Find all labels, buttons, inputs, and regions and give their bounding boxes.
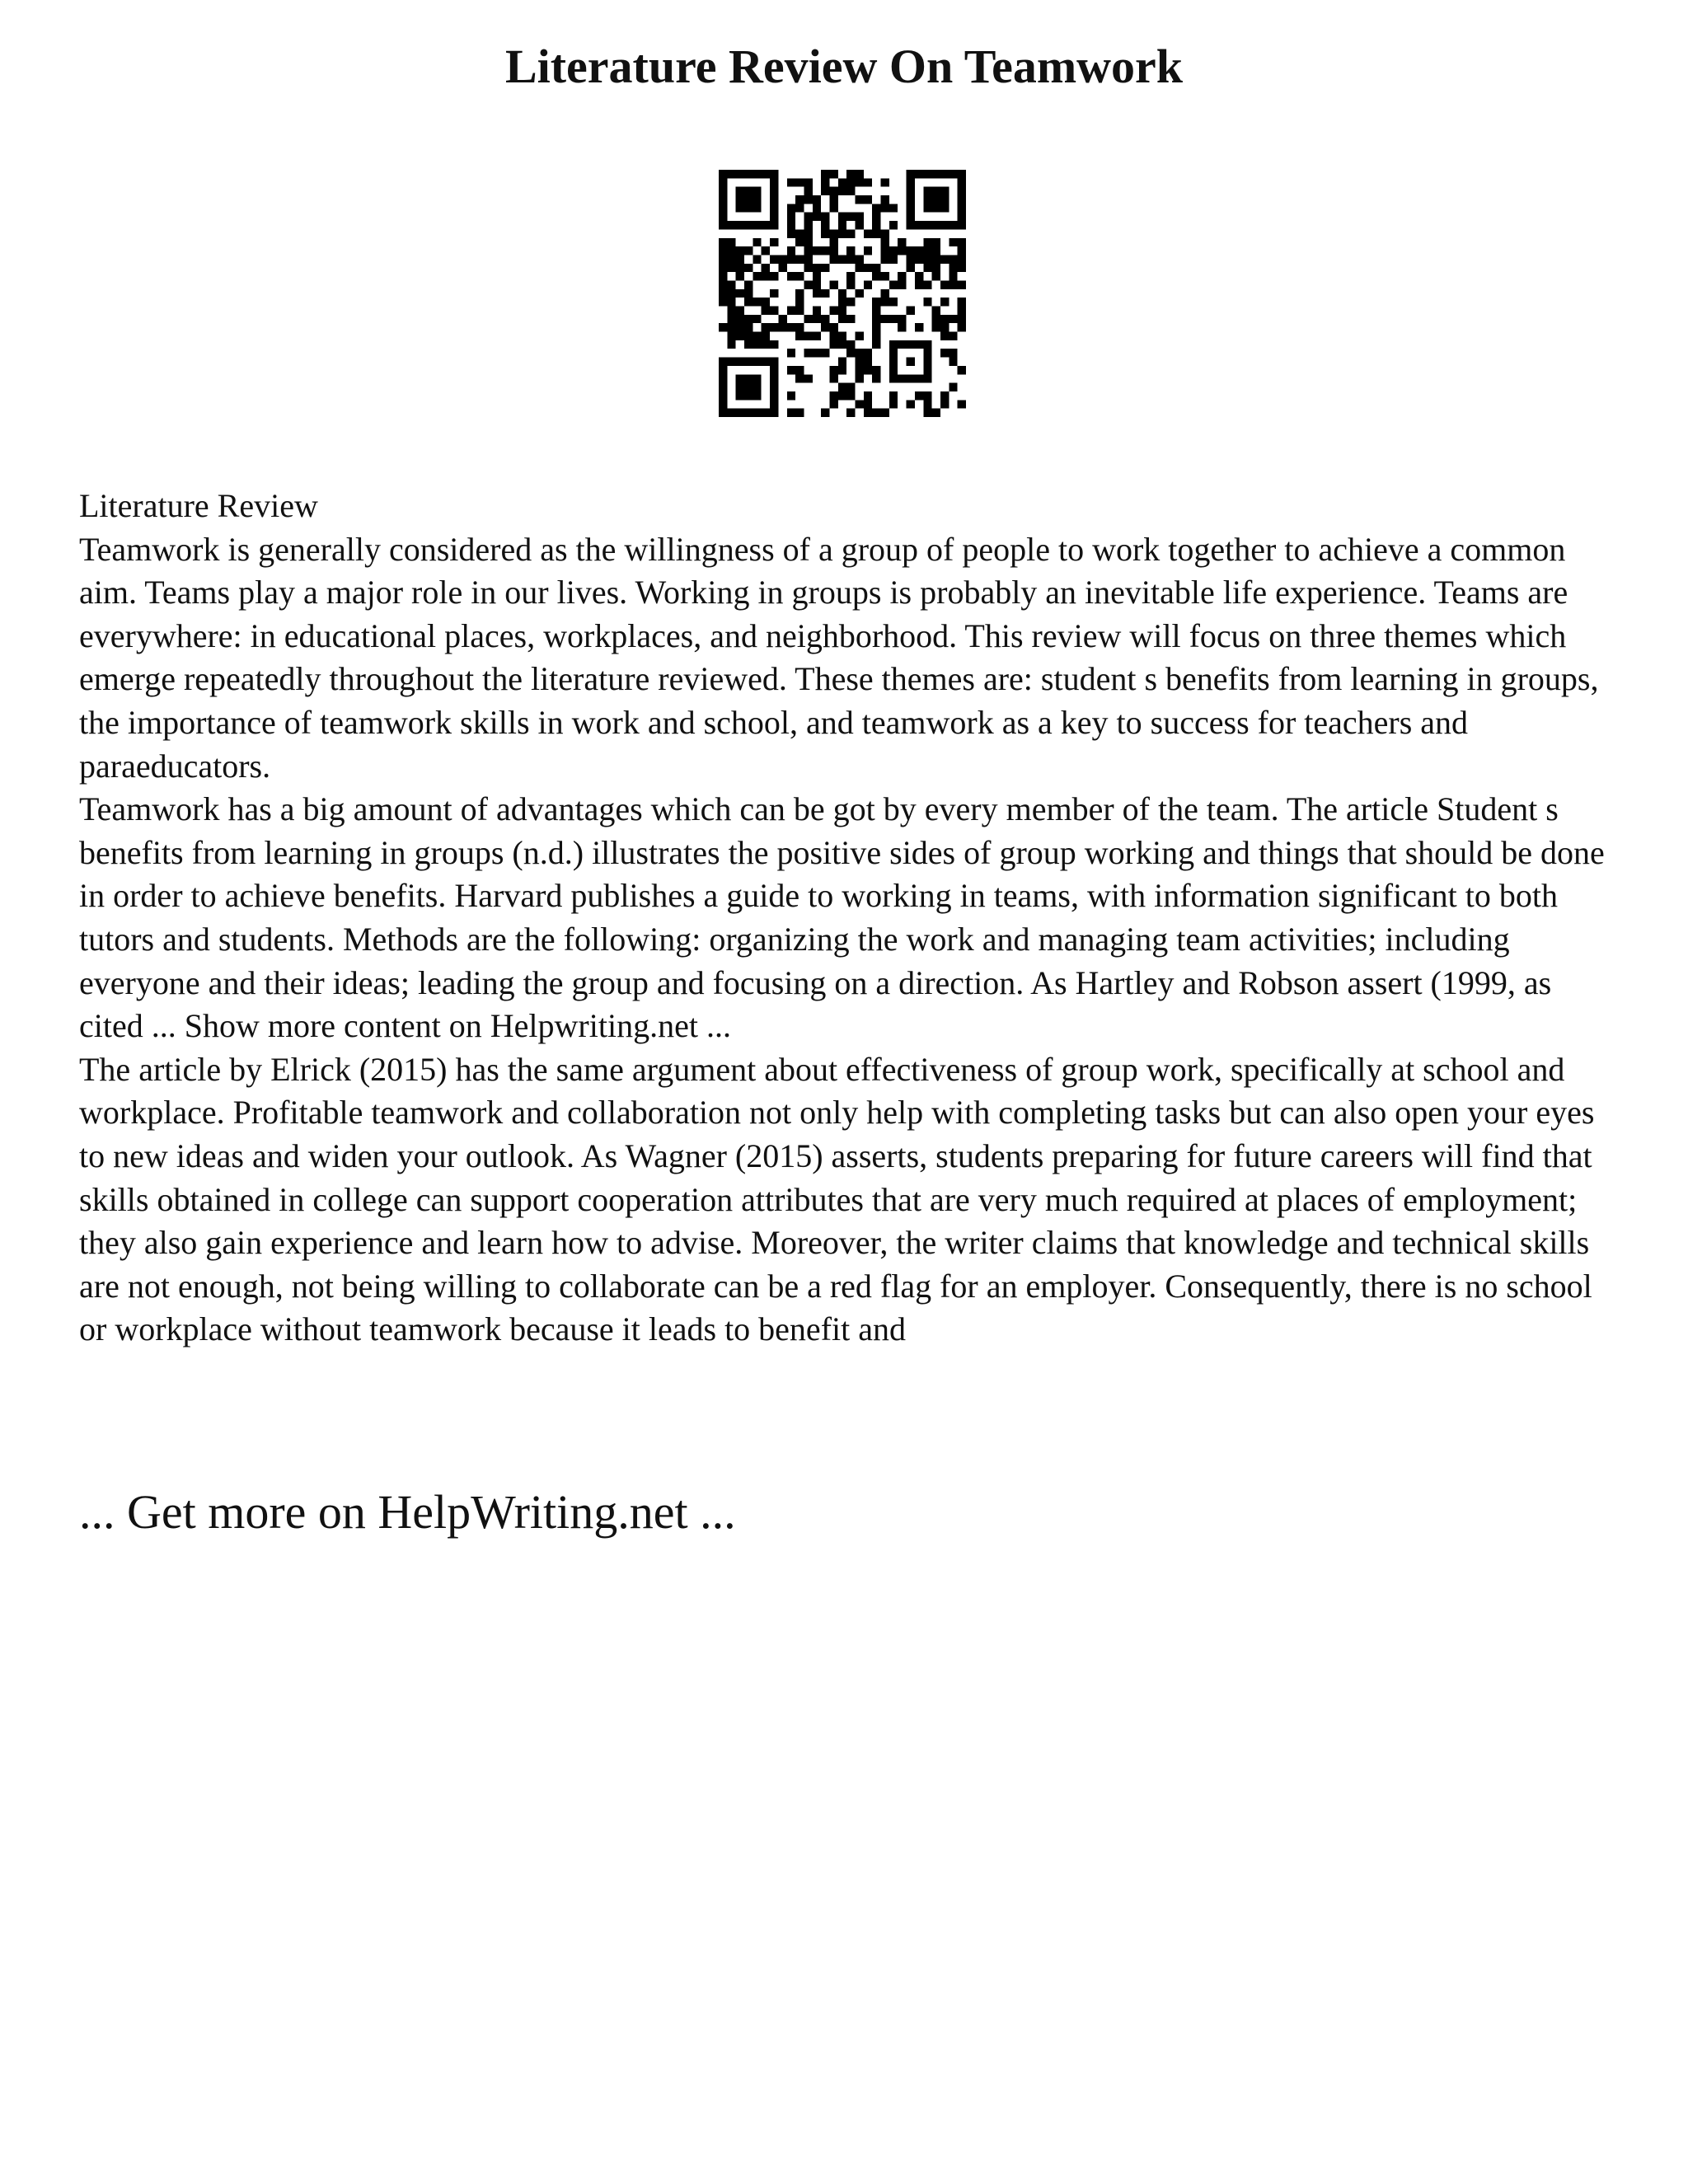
qr-code-icon: [719, 170, 966, 417]
document-title: Literature Review On Teamwork: [504, 40, 1184, 93]
get-more-link[interactable]: ... Get more on HelpWriting.net ...: [79, 1485, 736, 1539]
section-heading: Literature Review: [79, 487, 318, 524]
document-body: [79, 485, 1620, 1352]
paragraph-2: Teamwork has a big amount of advantages which can be got by every member of the team. The article Student s benefits from learning in groups (n.d.) illustrates the positive sides of group working and things that should be done in order to achieve benefits. Harvard publishes a guide to working in teams, with information significant to both tutors and students. Methods are the following: organizing the work and managing team activities; including everyone and their ideas; leading the group and focusing on a direction. As Hartley and Robson assert (1999, as cited ... Show more content on Helpwriting.net ...: [79, 790, 1605, 1045]
paragraph-3: The article by Elrick (2015) has the same argument about effectiveness of group work, specifically at school and workplace. Profitable teamwork and collaboration not only help with completing tasks but can also open your eyes to new ideas and widen your outlook. As Wagner (2015) asserts, students preparing for future careers will find that skills obtained in college can support cooperation attributes that are very much required at places of employment; they also gain experience and learn how to advise. Moreover, the writer claims that knowledge and technical skills are not enough, not being willing to collaborate can be a red flag for an employer. Consequently, there is no school or workplace without teamwork because it leads to benefit and: [79, 1050, 1595, 1348]
qr-code-graphic: [719, 170, 966, 417]
paragraph-1: Teamwork is generally considered as the willingness of a group of people to work together to achieve a common aim. Teams play a major role in our lives. Working in groups is probably an inevitable life experience. Teams are everywhere: in educational places, workplaces, and neighborhood. This review will focus on three themes which emerge repeatedly throughout the literature reviewed. These themes are: student s benefits from learning in groups, the importance of teamwork skills in work and school, and teamwork as a key to success for teachers and paraeducators.: [79, 530, 1599, 785]
